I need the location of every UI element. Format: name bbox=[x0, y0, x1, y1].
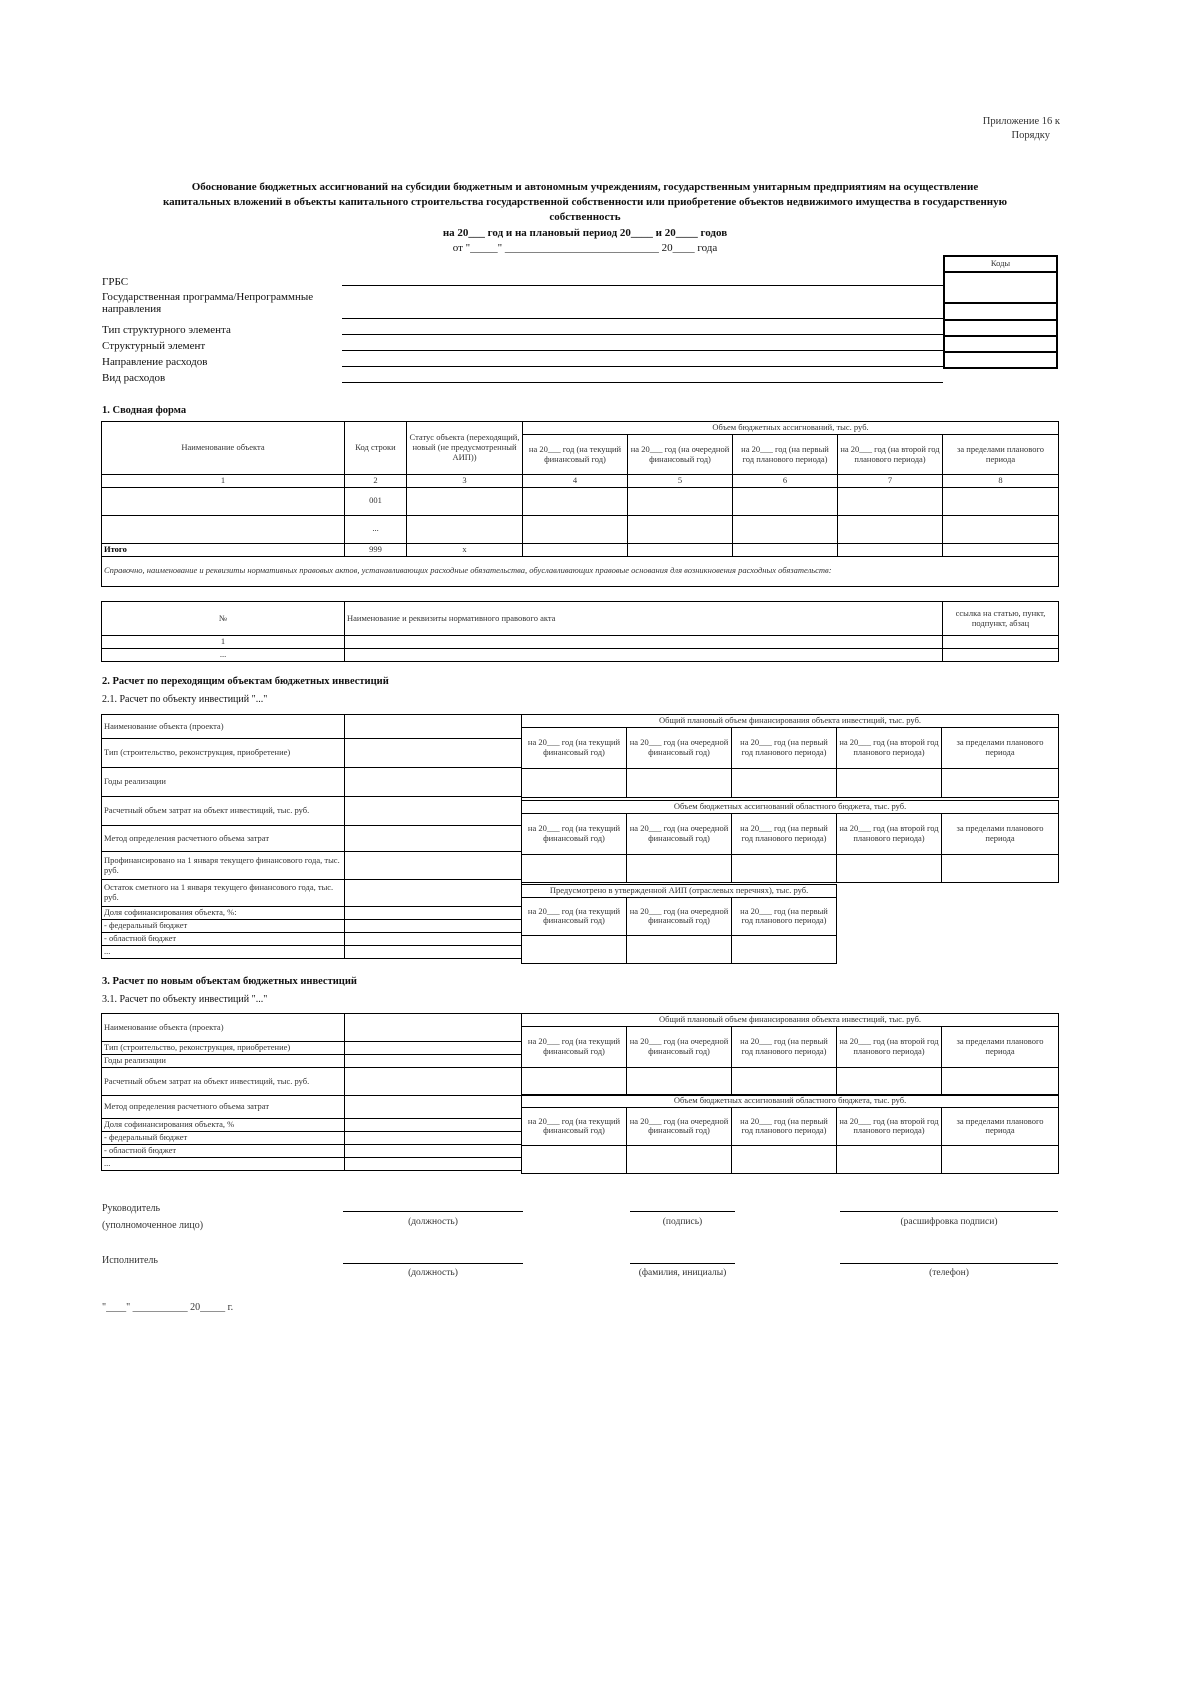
cell[interactable] bbox=[345, 636, 943, 649]
s2-labels bbox=[101, 714, 522, 959]
cell[interactable] bbox=[407, 515, 523, 543]
total-status: х bbox=[407, 543, 523, 556]
total-code: 999 bbox=[345, 543, 407, 556]
codes-table bbox=[943, 255, 1058, 369]
cell[interactable] bbox=[523, 515, 628, 543]
s2-label-cost: Расчетный объем затрат на объект инвестиций, тыс. руб. bbox=[102, 797, 345, 826]
head-signature-line[interactable] bbox=[630, 1211, 735, 1212]
code-cell-element-type[interactable] bbox=[944, 320, 1057, 336]
s2-label-type: Тип (строительство, реконструкция, приобретение) bbox=[102, 739, 345, 768]
s1-year-2: на 20___ год (на очередной финансовый год) bbox=[628, 435, 733, 475]
s1-num: 7 bbox=[838, 475, 943, 488]
s1-num: 5 bbox=[628, 475, 733, 488]
cell[interactable] bbox=[942, 768, 1059, 797]
field-expense-type: Вид расходов bbox=[102, 372, 166, 384]
cap-position: (должность) bbox=[408, 1217, 458, 1227]
element-type-line bbox=[342, 334, 943, 335]
cell[interactable] bbox=[102, 515, 345, 543]
cell[interactable] bbox=[837, 1067, 942, 1095]
cell[interactable] bbox=[523, 543, 628, 556]
cell[interactable] bbox=[345, 648, 943, 661]
s3-label-regional: - областной бюджет bbox=[102, 1145, 345, 1158]
cell[interactable] bbox=[407, 487, 523, 515]
code-cell-grbs[interactable] bbox=[944, 272, 1057, 303]
cell[interactable] bbox=[522, 854, 627, 882]
value-cell[interactable] bbox=[345, 739, 522, 768]
s2-year-2: на 20___ год (на очередной финансовый год) bbox=[627, 897, 732, 935]
date-line: "____" ___________ 20_____ г. bbox=[102, 1302, 234, 1313]
value-cell[interactable] bbox=[345, 1068, 522, 1096]
value-cell[interactable] bbox=[345, 920, 522, 933]
s1-group-header: Объем бюджетных ассигнований, тыс. руб. bbox=[523, 422, 1059, 435]
s3-year-3: на 20___ год (на первый год планового периода) bbox=[732, 1026, 837, 1067]
row-code: 001 bbox=[345, 487, 407, 515]
s2-year-4: на 20___ год (на второй год планового периода) bbox=[837, 813, 942, 854]
head-label: Руководитель bbox=[102, 1203, 161, 1214]
s1-num: 3 bbox=[407, 475, 523, 488]
summary-table bbox=[101, 421, 1059, 587]
cell[interactable] bbox=[943, 636, 1059, 649]
s3-year-5: за пределами планового периода bbox=[942, 1107, 1059, 1145]
s1-col-status: Статус объекта (переходящий, новый (не предусмотренный АИП)) bbox=[407, 422, 523, 475]
s2-total-table bbox=[521, 714, 1059, 798]
cell[interactable] bbox=[733, 543, 838, 556]
s2-year-1: на 20___ год (на текущий финансовый год) bbox=[522, 813, 627, 854]
s2-label-method: Метод определения расчетного объема затрат bbox=[102, 826, 345, 852]
s1-year-1: на 20___ год (на текущий финансовый год) bbox=[523, 435, 628, 475]
s3-label-federal: - федеральный бюджет bbox=[102, 1132, 345, 1145]
s2-label-remaining: Остаток сметного на 1 января текущего финансового года, тыс. руб. bbox=[102, 880, 345, 907]
cap-exec-phone: (телефон) bbox=[929, 1268, 969, 1278]
s3-label-more: ... bbox=[102, 1158, 345, 1171]
s3-budget-table bbox=[521, 1094, 1059, 1174]
cell[interactable] bbox=[627, 768, 732, 797]
cell[interactable] bbox=[733, 515, 838, 543]
table-row bbox=[102, 648, 1059, 661]
s2-hdr-budget: Объем бюджетных ассигнований областного бюджета, тыс. руб. bbox=[522, 801, 1059, 814]
value-cell[interactable] bbox=[345, 880, 522, 907]
s3-label-method: Метод определения расчетного объема затрат bbox=[102, 1096, 345, 1119]
s3-year-2: на 20___ год (на очередной финансовый год) bbox=[627, 1026, 732, 1067]
row-code: ... bbox=[345, 515, 407, 543]
s2-label-financed: Профинансировано на 1 января текущего финансового года, тыс. руб. bbox=[102, 852, 345, 880]
total-label: Итого bbox=[102, 543, 345, 556]
exec-label: Исполнитель bbox=[102, 1255, 158, 1266]
s1-year-4: на 20___ год (на второй год планового периода) bbox=[838, 435, 943, 475]
field-direction: Направление расходов bbox=[102, 356, 208, 368]
value-cell[interactable] bbox=[345, 826, 522, 852]
s1-year-3: на 20___ год (на первый год планового периода) bbox=[733, 435, 838, 475]
table-row bbox=[102, 636, 1059, 649]
s2-label-regional: - областной бюджет bbox=[102, 933, 345, 946]
cell[interactable] bbox=[627, 935, 732, 963]
cell[interactable] bbox=[943, 487, 1059, 515]
s3-year-4: на 20___ год (на второй год планового периода) bbox=[837, 1107, 942, 1145]
element-line bbox=[342, 350, 943, 351]
s3-year-1: на 20___ год (на текущий финансовый год) bbox=[522, 1026, 627, 1067]
title-line3: собственность bbox=[549, 211, 621, 223]
cap-name: (расшифровка подписи) bbox=[900, 1217, 998, 1227]
cell[interactable] bbox=[522, 1145, 627, 1173]
cap-exec-fio: (фамилия, инициалы) bbox=[638, 1268, 727, 1278]
code-cell-program[interactable] bbox=[944, 303, 1057, 320]
s2-year-2: на 20___ год (на очередной финансовый год) bbox=[627, 727, 732, 768]
head-position-line[interactable] bbox=[343, 1211, 523, 1212]
s1-num: 6 bbox=[733, 475, 838, 488]
s3-total-table bbox=[521, 1013, 1059, 1096]
cell[interactable] bbox=[627, 1067, 732, 1095]
cell[interactable] bbox=[627, 854, 732, 882]
s3-year-4: на 20___ год (на второй год планового периода) bbox=[837, 1026, 942, 1067]
s2-label-share: Доля софинансирования объекта, %: bbox=[102, 907, 345, 920]
s2-year-1: на 20___ год (на текущий финансовый год) bbox=[522, 727, 627, 768]
s2-year-5: за пределами планового периода bbox=[942, 813, 1059, 854]
exec-position-line[interactable] bbox=[343, 1263, 523, 1264]
section1-title: 1. Сводная форма bbox=[102, 405, 187, 416]
code-cell-direction[interactable] bbox=[944, 352, 1057, 368]
value-cell[interactable] bbox=[345, 1055, 522, 1068]
cell[interactable] bbox=[943, 648, 1059, 661]
value-cell[interactable] bbox=[345, 797, 522, 826]
field-element-type: Тип структурного элемента bbox=[102, 324, 231, 336]
s2-year-4: на 20___ год (на второй год планового периода) bbox=[837, 727, 942, 768]
value-cell[interactable] bbox=[345, 1132, 522, 1145]
value-cell[interactable] bbox=[345, 1042, 522, 1055]
head-sublabel: (уполномоченное лицо) bbox=[102, 1220, 204, 1231]
head-name-line[interactable] bbox=[840, 1211, 1058, 1212]
codes-header: Коды bbox=[944, 256, 1057, 272]
s2-hdr-aip: Предусмотрено в утвержденной АИП (отраслевых перечнях), тыс. руб. bbox=[522, 885, 837, 898]
cell[interactable] bbox=[628, 487, 733, 515]
cell[interactable] bbox=[628, 543, 733, 556]
cell[interactable] bbox=[523, 487, 628, 515]
cell[interactable] bbox=[732, 854, 837, 882]
table-row bbox=[102, 515, 1059, 543]
s3-hdr-budget: Объем бюджетных ассигнований областного бюджета, тыс. руб. bbox=[522, 1095, 1059, 1108]
value-cell[interactable] bbox=[345, 933, 522, 946]
cell[interactable] bbox=[733, 487, 838, 515]
cell[interactable] bbox=[837, 768, 942, 797]
value-cell[interactable] bbox=[345, 852, 522, 880]
ref-col-name: Наименование и реквизиты нормативного правового акта bbox=[345, 602, 943, 636]
appendix-line1: Приложение 16 к bbox=[982, 116, 1060, 127]
s3-year-2: на 20___ год (на очередной финансовый год) bbox=[627, 1107, 732, 1145]
s2-label-more: ... bbox=[102, 946, 345, 959]
s2-year-1: на 20___ год (на текущий финансовый год) bbox=[522, 897, 627, 935]
cell[interactable] bbox=[102, 487, 345, 515]
reference-table bbox=[101, 601, 1059, 662]
value-cell[interactable] bbox=[345, 1158, 522, 1171]
cell[interactable] bbox=[627, 1145, 732, 1173]
s3-year-1: на 20___ год (на текущий финансовый год) bbox=[522, 1107, 627, 1145]
s3-labels bbox=[101, 1013, 522, 1171]
title-line2: капитальных вложений в объекты капитального строительства государственной собственности или приобретение объектов недвижимого имущества в государственную bbox=[162, 196, 1008, 208]
cell[interactable] bbox=[943, 543, 1059, 556]
cell[interactable] bbox=[838, 515, 943, 543]
cell[interactable] bbox=[628, 515, 733, 543]
value-cell[interactable] bbox=[345, 1145, 522, 1158]
s1-col-code: Код строки bbox=[345, 422, 407, 475]
s3-label-name: Наименование объекта (проекта) bbox=[102, 1014, 345, 1042]
cell[interactable] bbox=[732, 768, 837, 797]
s3-label-cost: Расчетный объем затрат на объект инвестиций, тыс. руб. bbox=[102, 1068, 345, 1096]
title-line4: на 20___ год и на плановый период 20____ и 20____ годов bbox=[442, 227, 728, 239]
cell[interactable] bbox=[942, 1067, 1059, 1095]
field-program: Государственная программа/Непрограммные направления bbox=[102, 291, 314, 315]
s3-label-share: Доля софинансирования объекта, % bbox=[102, 1119, 345, 1132]
exec-phone-line[interactable] bbox=[840, 1263, 1058, 1264]
s1-year-5: за пределами планового периода bbox=[943, 435, 1059, 475]
s3-hdr-total: Общий плановый объем финансирования объекта инвестиций, тыс. руб. bbox=[522, 1014, 1059, 1027]
reference-note: Справочно, наименование и реквизиты нормативных правовых актов, устанавливающих расходные обязательства, обуславливающих правовые основания для возникновения расходных обязательств: bbox=[102, 556, 1059, 586]
ref-col-ref: ссылка на статью, пункт, подпункт, абзац bbox=[943, 602, 1059, 636]
direction-line bbox=[342, 366, 943, 367]
s1-col-name: Наименование объекта bbox=[102, 422, 345, 475]
cell[interactable] bbox=[943, 515, 1059, 543]
s2-year-3: на 20___ год (на первый год планового периода) bbox=[732, 813, 837, 854]
total-row bbox=[102, 543, 1059, 556]
section2-subtitle: 2.1. Расчет по объекту инвестиций "..." bbox=[102, 694, 268, 705]
program-line bbox=[342, 318, 943, 319]
s2-label-federal: - федеральный бюджет bbox=[102, 920, 345, 933]
s3-label-type: Тип (строительство, реконструкция, приобретение) bbox=[102, 1042, 345, 1055]
cell[interactable] bbox=[838, 543, 943, 556]
cell[interactable] bbox=[838, 487, 943, 515]
value-cell[interactable] bbox=[345, 1014, 522, 1042]
s3-year-3: на 20___ год (на первый год планового периода) bbox=[732, 1107, 837, 1145]
s2-year-5: за пределами планового периода bbox=[942, 727, 1059, 768]
cell[interactable] bbox=[942, 1145, 1059, 1173]
s1-num: 4 bbox=[523, 475, 628, 488]
cell[interactable] bbox=[522, 768, 627, 797]
expense-type-line bbox=[342, 382, 943, 383]
s2-year-2: на 20___ год (на очередной финансовый год) bbox=[627, 813, 732, 854]
s2-year-3: на 20___ год (на первый год планового периода) bbox=[732, 897, 837, 935]
field-element: Структурный элемент bbox=[102, 340, 206, 352]
s3-label-years: Годы реализации bbox=[102, 1055, 345, 1068]
value-cell[interactable] bbox=[345, 946, 522, 959]
cell[interactable] bbox=[942, 854, 1059, 882]
table-row bbox=[102, 487, 1059, 515]
s1-num: 8 bbox=[943, 475, 1059, 488]
exec-fio-line[interactable] bbox=[630, 1263, 735, 1264]
value-cell[interactable] bbox=[345, 1096, 522, 1119]
s2-label-years: Годы реализации bbox=[102, 768, 345, 797]
cell[interactable] bbox=[732, 1145, 837, 1173]
value-cell[interactable] bbox=[345, 907, 522, 920]
title-line1: Обоснование бюджетных ассигнований на субсидии бюджетным и автономным учреждениям, государственным унитарным предприятиям на осуществление bbox=[191, 181, 979, 193]
ref-col-no: № bbox=[102, 602, 345, 636]
ref-row-no: ... bbox=[102, 648, 345, 661]
value-cell[interactable] bbox=[345, 1119, 522, 1132]
cell[interactable] bbox=[732, 1067, 837, 1095]
section2-title: 2. Расчет по переходящим объектам бюджетных инвестиций bbox=[102, 676, 389, 687]
s1-num: 1 bbox=[102, 475, 345, 488]
s3-year-5: за пределами планового периода bbox=[942, 1026, 1059, 1067]
section3-title: 3. Расчет по новым объектам бюджетных инвестиций bbox=[102, 976, 357, 987]
cell[interactable] bbox=[522, 1067, 627, 1095]
grbs-line bbox=[342, 285, 943, 286]
ref-row-no: 1 bbox=[102, 636, 345, 649]
cell[interactable] bbox=[837, 1145, 942, 1173]
value-cell[interactable] bbox=[345, 715, 522, 739]
code-cell-element[interactable] bbox=[944, 336, 1057, 352]
s2-hdr-total: Общий плановый объем финансирования объекта инвестиций, тыс. руб. bbox=[522, 715, 1059, 728]
field-grbs: ГРБС bbox=[102, 276, 129, 288]
s2-year-3: на 20___ год (на первый год планового периода) bbox=[732, 727, 837, 768]
cap-signature: (подпись) bbox=[662, 1217, 703, 1227]
value-cell[interactable] bbox=[345, 768, 522, 797]
s2-label-name: Наименование объекта (проекта) bbox=[102, 715, 345, 739]
appendix-line2: Порядку bbox=[1011, 130, 1050, 141]
cell[interactable] bbox=[732, 935, 837, 963]
cap-exec-position: (должность) bbox=[408, 1268, 458, 1278]
s1-num: 2 bbox=[345, 475, 407, 488]
s2-aip-table bbox=[521, 884, 837, 964]
s2-budget-table bbox=[521, 800, 1059, 883]
cell[interactable] bbox=[837, 854, 942, 882]
cell[interactable] bbox=[522, 935, 627, 963]
section3-subtitle: 3.1. Расчет по объекту инвестиций "..." bbox=[102, 994, 268, 1005]
title-line5: от "_____" ____________________________ 20____ года bbox=[452, 242, 718, 254]
